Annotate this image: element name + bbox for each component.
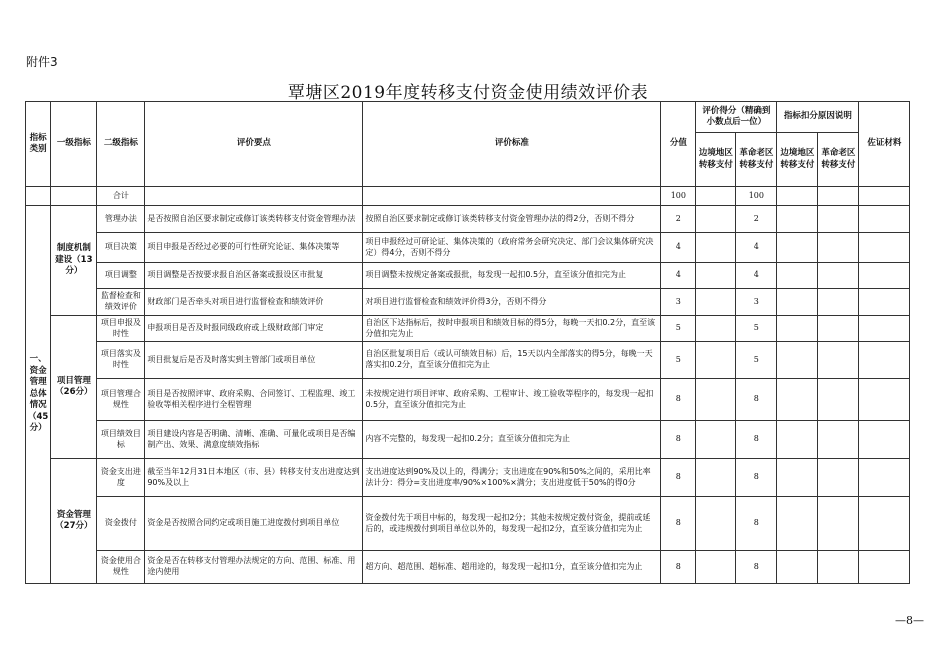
table-row [26, 233, 910, 263]
score-cell: 5 [661, 316, 696, 342]
border-score-cell [696, 206, 736, 233]
score-cell: 8 [661, 497, 696, 551]
points-cell: 项目申报是否经过必要的可行性研究论证、集体决策等 [145, 233, 363, 263]
table-row [26, 206, 910, 233]
points-cell: 财政部门是否牵头对项目进行监督检查和绩效评价 [145, 289, 363, 316]
revolution-score-cell: 3 [736, 289, 777, 316]
header-deduct-group: 指标扣分原因说明 [777, 102, 859, 133]
page-title: 覃塘区2019年度转移支付资金使用绩效评价表 [287, 83, 649, 103]
evidence-cell [859, 316, 910, 342]
table-row [26, 263, 910, 289]
border-score-cell [696, 263, 736, 289]
table-row [26, 342, 910, 379]
header-deduct-border-area: 边境地区转移支付 [777, 133, 818, 187]
section-name: 制度机制建设（13分） [51, 206, 97, 316]
header-revolution-area: 革命老区转移支付 [736, 133, 777, 187]
header-standard: 评价标准 [363, 102, 661, 187]
revolution-deduct-cell [818, 497, 859, 551]
revolution-score-cell: 8 [736, 459, 777, 497]
border-score-cell [696, 497, 736, 551]
revolution-deduct-cell [818, 459, 859, 497]
table-row [26, 551, 910, 584]
score-cell: 5 [661, 342, 696, 379]
border-deduct-cell [777, 233, 818, 263]
revolution-score-cell: 5 [736, 342, 777, 379]
border-deduct-cell [777, 551, 818, 584]
header-score: 分值 [661, 102, 696, 187]
level2-cell: 项目决策 [97, 233, 145, 263]
revolution-score-cell: 4 [736, 233, 777, 263]
border-score-cell [696, 551, 736, 584]
border-score-cell [696, 459, 736, 497]
revolution-deduct-cell [818, 233, 859, 263]
evidence-cell [859, 206, 910, 233]
cell-empty [859, 187, 910, 206]
total-row [26, 187, 910, 206]
evidence-cell [859, 263, 910, 289]
revolution-deduct-cell [818, 421, 859, 459]
level2-cell: 管理办法 [97, 206, 145, 233]
points-cell: 资金是否在转移支付管理办法规定的方向、范围、标准、用途内使用 [145, 551, 363, 584]
evidence-cell [859, 551, 910, 584]
cell-empty [145, 187, 363, 206]
level2-cell: 项目管理合规性 [97, 379, 145, 421]
score-cell: 4 [661, 263, 696, 289]
standard-cell: 对项目进行监督检查和绩效评价得3分，否则不得分 [363, 289, 661, 316]
evidence-cell [859, 421, 910, 459]
evidence-cell [859, 233, 910, 263]
border-deduct-cell [777, 316, 818, 342]
attachment-note: 附件3 [26, 55, 58, 69]
level2-cell: 资金支出进度 [97, 459, 145, 497]
points-cell: 是否按照自治区要求制定或修订该类转移支付资金管理办法 [145, 206, 363, 233]
total-label: 合计 [97, 187, 145, 206]
revolution-score-cell: 8 [736, 379, 777, 421]
evidence-cell [859, 459, 910, 497]
standard-cell: 内容不完整的，每发现一起扣0.2分；直至该分值扣完为止 [363, 421, 661, 459]
level2-cell: 项目绩效目标 [97, 421, 145, 459]
standard-cell: 资金拨付先于项目中标的，每发现一起扣2分；其他未按规定拨付资金，提前或延后的，或违规拨付到项目单位以外的，每发现一起扣2分，直至该分值扣完为止 [363, 497, 661, 551]
evidence-cell [859, 379, 910, 421]
border-score-cell [696, 342, 736, 379]
border-score-cell [696, 316, 736, 342]
cell-empty [26, 187, 51, 206]
standard-cell: 自治区下达指标后，按时申报项目和绩效目标的得5分，每晚一天扣0.2分，直至该分值扣完为止 [363, 316, 661, 342]
page-number: —8— [895, 614, 924, 627]
header-border-area: 边境地区转移支付 [696, 133, 736, 187]
score-cell: 8 [661, 551, 696, 584]
points-cell: 截至当年12月31日本地区（市、县）转移支付支出进度达到90%及以上 [145, 459, 363, 497]
level2-cell: 项目调整 [97, 263, 145, 289]
header-eval-group: 评价得分（精确到小数点后一位） [696, 102, 777, 133]
category-label: 一、资金管理总体情况（45分） [26, 206, 51, 584]
cell-empty [363, 187, 661, 206]
revolution-deduct-cell [818, 289, 859, 316]
score-cell: 4 [661, 233, 696, 263]
border-score-cell [696, 421, 736, 459]
table-row [26, 316, 910, 342]
revolution-score-cell: 8 [736, 421, 777, 459]
revolution-score-cell: 2 [736, 206, 777, 233]
revolution-deduct-cell [818, 551, 859, 584]
evidence-cell [859, 342, 910, 379]
evidence-cell [859, 289, 910, 316]
border-deduct-cell [777, 263, 818, 289]
revolution-score-cell: 8 [736, 551, 777, 584]
section-name: 项目管理（26分） [51, 316, 97, 459]
score-cell: 8 [661, 421, 696, 459]
border-deduct-cell [777, 497, 818, 551]
revolution-deduct-cell [818, 263, 859, 289]
points-cell: 项目批复后是否及时落实到主管部门或项目单位 [145, 342, 363, 379]
standard-cell: 超方向、超范围、超标准、超用途的，每发现一起扣1分，直至该分值扣完为止 [363, 551, 661, 584]
border-deduct-cell [777, 206, 818, 233]
border-deduct-cell [777, 459, 818, 497]
revolution-score-cell: 4 [736, 263, 777, 289]
border-deduct-cell [777, 421, 818, 459]
revolution-deduct-cell [818, 379, 859, 421]
level2-cell: 监督检查和绩效评价 [97, 289, 145, 316]
standard-cell: 项目申报经过可研论证、集体决策的（政府常务会研究决定、部门会议集体研究决定）得4分，否则不得分 [363, 233, 661, 263]
table-body [26, 102, 910, 584]
evaluation-table [25, 101, 910, 584]
cell-empty [51, 187, 97, 206]
points-cell: 项目建设内容是否明确、清晰、准确、可量化或项目是否编制产出、效果、满意度绩效指标 [145, 421, 363, 459]
header-points: 评价要点 [145, 102, 363, 187]
revolution-deduct-cell [818, 316, 859, 342]
revolution-deduct-cell [818, 206, 859, 233]
score-cell: 8 [661, 459, 696, 497]
points-cell: 项目调整是否按要求报自治区备案或报设区市批复 [145, 263, 363, 289]
revolution-score-cell: 5 [736, 316, 777, 342]
revolution-score-cell: 8 [736, 497, 777, 551]
score-cell: 3 [661, 289, 696, 316]
level2-cell: 资金拨付 [97, 497, 145, 551]
standard-cell: 项目调整未按规定备案或报批，每发现一起扣0.5分，直至该分值扣完为止 [363, 263, 661, 289]
standard-cell: 自治区批复项目后（或认可绩效目标）后，15天以内全部落实的得5分，每晚一天落实扣0.2分，直至该分值扣完为止 [363, 342, 661, 379]
total-score: 100 [661, 187, 696, 206]
table-row [26, 497, 910, 551]
level2-cell: 项目落实及时性 [97, 342, 145, 379]
border-deduct-cell [777, 342, 818, 379]
points-cell: 资金是否按照合同约定或项目施工进度拨付到项目单位 [145, 497, 363, 551]
section-name: 资金管理（27分） [51, 459, 97, 584]
table-row [26, 421, 910, 459]
score-cell: 2 [661, 206, 696, 233]
header-category: 指标类别 [26, 102, 51, 187]
standard-cell: 支出进度达到90%及以上的，得满分；支出进度在90%和50%之间的，采用比率法计分：得分=支出进度率/90%×100%×满分；支出进度低于50%的得0分 [363, 459, 661, 497]
cell-empty [818, 187, 859, 206]
revolution-deduct-cell [818, 342, 859, 379]
table-row [26, 289, 910, 316]
border-score-cell [696, 233, 736, 263]
cell-empty [696, 187, 736, 206]
border-deduct-cell [777, 379, 818, 421]
score-cell: 8 [661, 379, 696, 421]
table-row [26, 379, 910, 421]
border-score-cell [696, 379, 736, 421]
cell-empty [777, 187, 818, 206]
header-deduct-revolution-area: 革命老区转移支付 [818, 133, 859, 187]
border-score-cell [696, 289, 736, 316]
header-level2: 二级指标 [97, 102, 145, 187]
header-level1: 一级指标 [51, 102, 97, 187]
total-revolution-score: 100 [736, 187, 777, 206]
evidence-cell [859, 497, 910, 551]
table-row [26, 459, 910, 497]
points-cell: 申报项目是否及时报同级政府或上级财政部门审定 [145, 316, 363, 342]
points-cell: 项目是否按照评审、政府采购、合同签订、工程监理、竣工验收等相关程序进行全程管理 [145, 379, 363, 421]
level2-cell: 项目申报及时性 [97, 316, 145, 342]
border-deduct-cell [777, 289, 818, 316]
header-row-1 [26, 102, 910, 133]
header-evidence: 佐证材料 [859, 102, 910, 187]
level2-cell: 资金使用合规性 [97, 551, 145, 584]
standard-cell: 未按规定进行项目评审、政府采购、工程审计、竣工验收等程序的，每发现一起扣0.5分，直至该分值扣完为止 [363, 379, 661, 421]
standard-cell: 按照自治区要求制定或修订该类转移支付资金管理办法的得2分，否则不得分 [363, 206, 661, 233]
